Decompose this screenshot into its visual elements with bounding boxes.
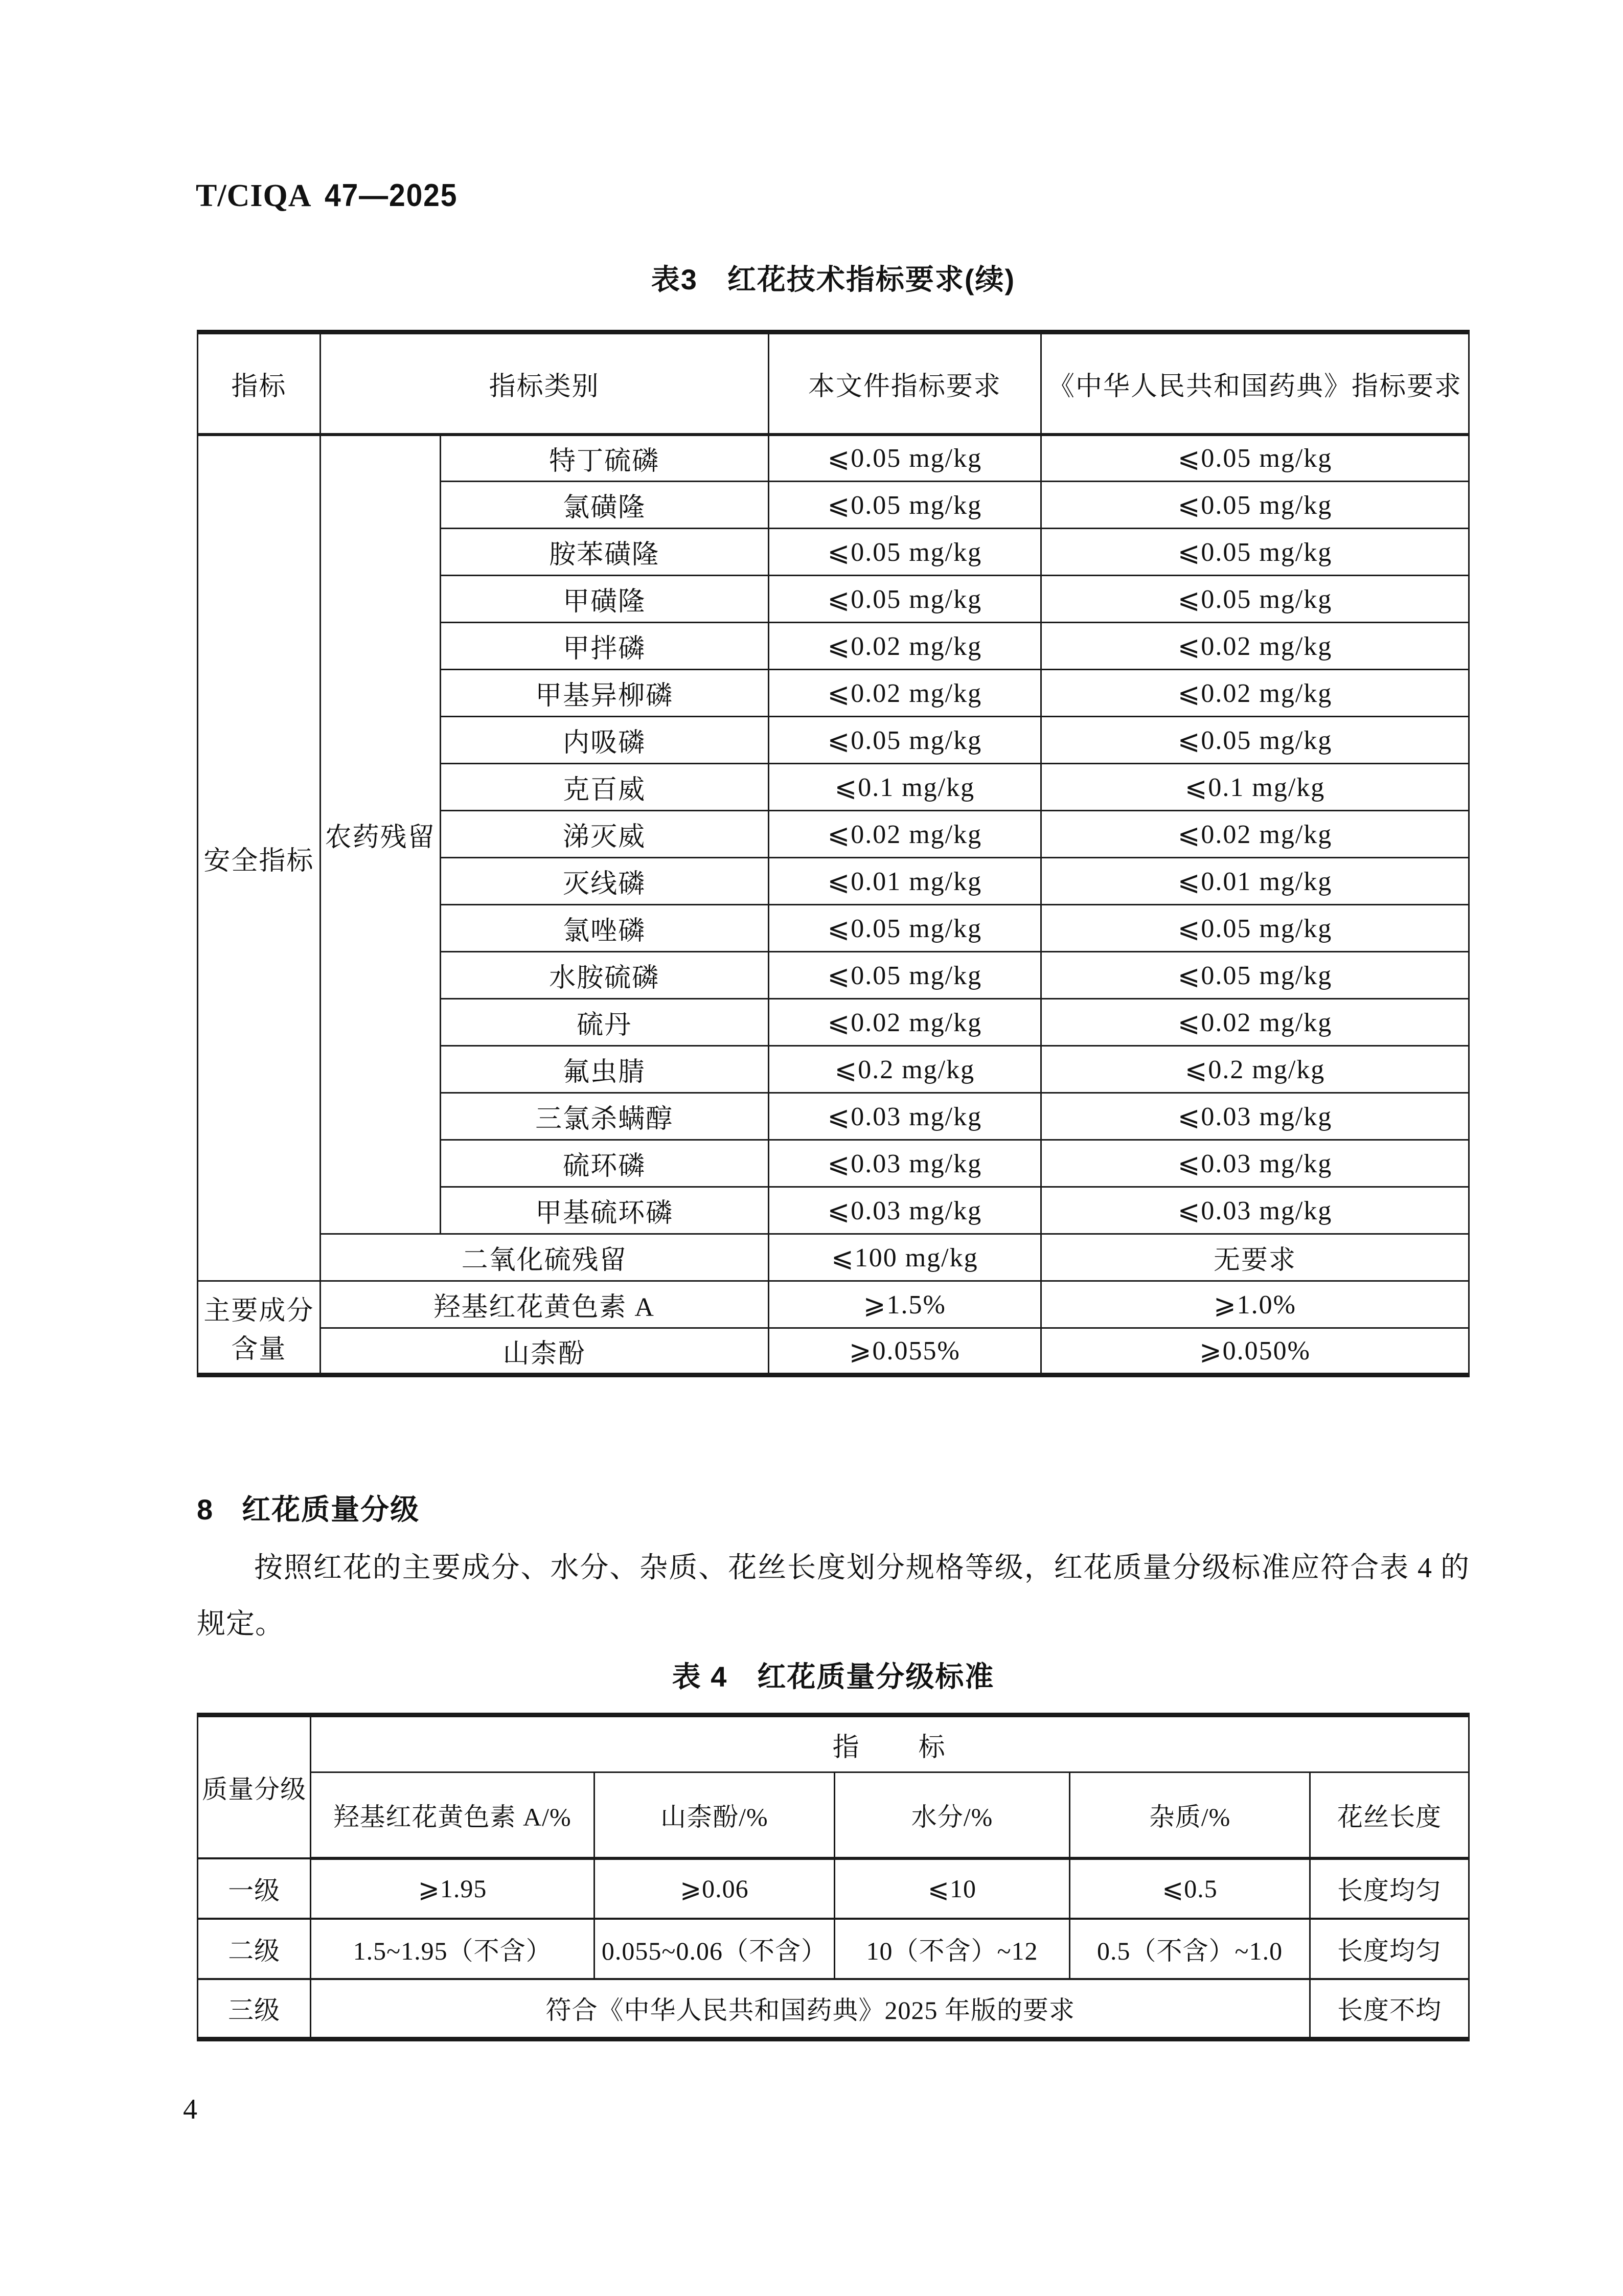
doc-limit: ⩽0.05 mg/kg [768, 529, 1041, 576]
pesticide-name: 甲基硫环磷 [440, 1187, 768, 1234]
table4-header-grade: 质量分级 [198, 1715, 311, 1858]
doc-limit: ⩽0.02 mg/kg [768, 670, 1041, 717]
doc-limit: ⩽0.03 mg/kg [768, 1187, 1041, 1234]
pharmacopoeia-limit: ⩽0.03 mg/kg [1041, 1187, 1469, 1234]
pesticide-name: 氯磺隆 [440, 482, 768, 529]
page-number: 4 [183, 2094, 197, 2125]
table-row [198, 435, 1469, 482]
group-pesticide-residue: 农药残留 [320, 435, 440, 1234]
doc-limit: ⩽0.02 mg/kg [768, 999, 1041, 1046]
standard-year-number: 47—2025 [325, 178, 458, 213]
pharmacopoeia-limit: ⩽0.05 mg/kg [1041, 576, 1469, 623]
pharmacopoeia-limit: ⩽0.05 mg/kg [1041, 435, 1469, 482]
doc-limit: ⩽100 mg/kg [768, 1234, 1041, 1281]
table3-header-doc-requirement: 本文件指标要求 [768, 332, 1041, 435]
pharmacopoeia-limit: ⩽0.05 mg/kg [1041, 717, 1469, 764]
pesticide-name: 硫丹 [440, 999, 768, 1046]
pesticide-name: 克百威 [440, 764, 768, 811]
grade-label: 二级 [198, 1919, 311, 1979]
table4-quality-grading [197, 1713, 1470, 2041]
pharmacopoeia-limit: ⩽0.02 mg/kg [1041, 999, 1469, 1046]
table-row [198, 1979, 1469, 2039]
component-name: 羟基红花黄色素 A [320, 1281, 768, 1328]
impurity-value: 0.5（不含）~1.0 [1070, 1919, 1310, 1979]
filament-value: 长度均匀 [1310, 1858, 1469, 1919]
pesticide-name: 灭线磷 [440, 858, 768, 905]
table3-technical-requirements [197, 330, 1470, 1377]
moisture-value: 10（不含）~12 [834, 1919, 1069, 1979]
kaempferol-value: 0.055~0.06（不含） [594, 1919, 834, 1979]
body-paragraph: 按照红花的主要成分、水分、杂质、花丝长度划分规格等级，红花质量分级标准应符合表 4 的规定。 [197, 1552, 1470, 1640]
pharmacopoeia-limit: ⩾1.0% [1041, 1281, 1469, 1328]
doc-limit: ⩽0.02 mg/kg [768, 811, 1041, 858]
pesticide-name: 三氯杀螨醇 [440, 1093, 768, 1140]
table3-header-row [198, 332, 1469, 435]
doc-limit: ⩽0.05 mg/kg [768, 435, 1041, 482]
pesticide-name: 甲拌磷 [440, 623, 768, 670]
pesticide-name: 甲基异柳磷 [440, 670, 768, 717]
table3-header-indicator: 指标 [198, 332, 321, 435]
pharmacopoeia-limit: ⩽0.05 mg/kg [1041, 952, 1469, 999]
kaempferol-value: ⩾0.06 [594, 1858, 834, 1919]
table4-subheader-moisture: 水分/% [834, 1772, 1069, 1858]
pharmacopoeia-limit: ⩽0.02 mg/kg [1041, 670, 1469, 717]
section-8-heading [197, 1495, 420, 1524]
pesticide-name: 甲磺隆 [440, 576, 768, 623]
doc-limit: ⩽0.05 mg/kg [768, 952, 1041, 999]
doc-limit: ⩽0.05 mg/kg [768, 717, 1041, 764]
doc-limit: ⩽0.02 mg/kg [768, 623, 1041, 670]
combined-requirement: 符合《中华人民共和国药典》2025 年版的要求 [311, 1979, 1310, 2039]
group-safety-indicator: 安全指标 [198, 435, 321, 1281]
impurity-value: ⩽0.5 [1070, 1858, 1310, 1919]
table4-header-row-1 [198, 1715, 1469, 1772]
table4-subheader-impurity: 杂质/% [1070, 1772, 1310, 1858]
doc-limit: ⩽0.03 mg/kg [768, 1140, 1041, 1187]
pesticide-name: 内吸磷 [440, 717, 768, 764]
pharmacopoeia-limit: ⩾0.050% [1041, 1328, 1469, 1375]
doc-limit: ⩾0.055% [768, 1328, 1041, 1375]
table4-subheader-kaempferol: 山柰酚/% [594, 1772, 834, 1858]
pharmacopoeia-limit: ⩽0.02 mg/kg [1041, 811, 1469, 858]
pesticide-name: 硫环磷 [440, 1140, 768, 1187]
doc-limit: ⩽0.2 mg/kg [768, 1046, 1041, 1093]
hsya-value: ⩾1.95 [311, 1858, 595, 1919]
filament-value: 长度不均 [1310, 1979, 1469, 2039]
table3-title: 表3 红花技术指标要求(续) [651, 263, 1016, 295]
pharmacopoeia-limit: ⩽0.02 mg/kg [1041, 623, 1469, 670]
pharmacopoeia-limit: ⩽0.2 mg/kg [1041, 1046, 1469, 1093]
page-header-standard-number [196, 180, 469, 212]
doc-limit: ⩽0.1 mg/kg [768, 764, 1041, 811]
pharmacopoeia-limit: ⩽0.05 mg/kg [1041, 905, 1469, 952]
section-number: 8 [197, 1493, 214, 1526]
table4-header-indicator: 指 标 [311, 1715, 1469, 1772]
table4-subheader-filament-length: 花丝长度 [1310, 1772, 1469, 1858]
table4-subheader-hsya: 羟基红花黄色素 A/% [311, 1772, 595, 1858]
standard-code: T/CIQA [196, 178, 312, 213]
table3-header-pharmacopoeia-requirement: 《中华人民共和国药典》指标要求 [1041, 332, 1469, 435]
hsya-value: 1.5~1.95（不含） [311, 1919, 595, 1979]
pesticide-name: 胺苯磺隆 [440, 529, 768, 576]
filament-value: 长度均匀 [1310, 1919, 1469, 1979]
pharmacopoeia-limit: ⩽0.01 mg/kg [1041, 858, 1469, 905]
doc-limit: ⩾1.5% [768, 1281, 1041, 1328]
table-row [198, 1281, 1469, 1328]
doc-limit: ⩽0.01 mg/kg [768, 858, 1041, 905]
moisture-value: ⩽10 [834, 1858, 1069, 1919]
doc-limit: ⩽0.05 mg/kg [768, 576, 1041, 623]
pesticide-name: 水胺硫磷 [440, 952, 768, 999]
table-row [198, 1328, 1469, 1375]
so2-residue-name: 二氧化硫残留 [320, 1234, 768, 1281]
pharmacopoeia-limit: 无要求 [1041, 1234, 1469, 1281]
pharmacopoeia-limit: ⩽0.05 mg/kg [1041, 482, 1469, 529]
table-row [198, 1919, 1469, 1979]
table3-header-category: 指标类别 [320, 332, 768, 435]
pesticide-name: 氯唑磷 [440, 905, 768, 952]
table-row [198, 1234, 1469, 1281]
grade-label: 一级 [198, 1858, 311, 1919]
doc-limit: ⩽0.03 mg/kg [768, 1093, 1041, 1140]
pesticide-name: 特丁硫磷 [440, 435, 768, 482]
pesticide-name: 涕灭威 [440, 811, 768, 858]
grade-label: 三级 [198, 1979, 311, 2039]
pharmacopoeia-limit: ⩽0.03 mg/kg [1041, 1093, 1469, 1140]
doc-limit: ⩽0.05 mg/kg [768, 482, 1041, 529]
pesticide-name: 氟虫腈 [440, 1046, 768, 1093]
component-name: 山柰酚 [320, 1328, 768, 1375]
table-row [198, 1858, 1469, 1919]
pharmacopoeia-limit: ⩽0.1 mg/kg [1041, 764, 1469, 811]
doc-limit: ⩽0.05 mg/kg [768, 905, 1041, 952]
table4-header-row-2 [198, 1772, 1469, 1858]
pharmacopoeia-limit: ⩽0.03 mg/kg [1041, 1140, 1469, 1187]
group-main-components: 主要成分含量 [198, 1281, 321, 1375]
section-title: 红花质量分级 [242, 1493, 420, 1526]
table4-title: 表 4 红花质量分级标准 [672, 1661, 995, 1693]
pharmacopoeia-limit: ⩽0.05 mg/kg [1041, 529, 1469, 576]
